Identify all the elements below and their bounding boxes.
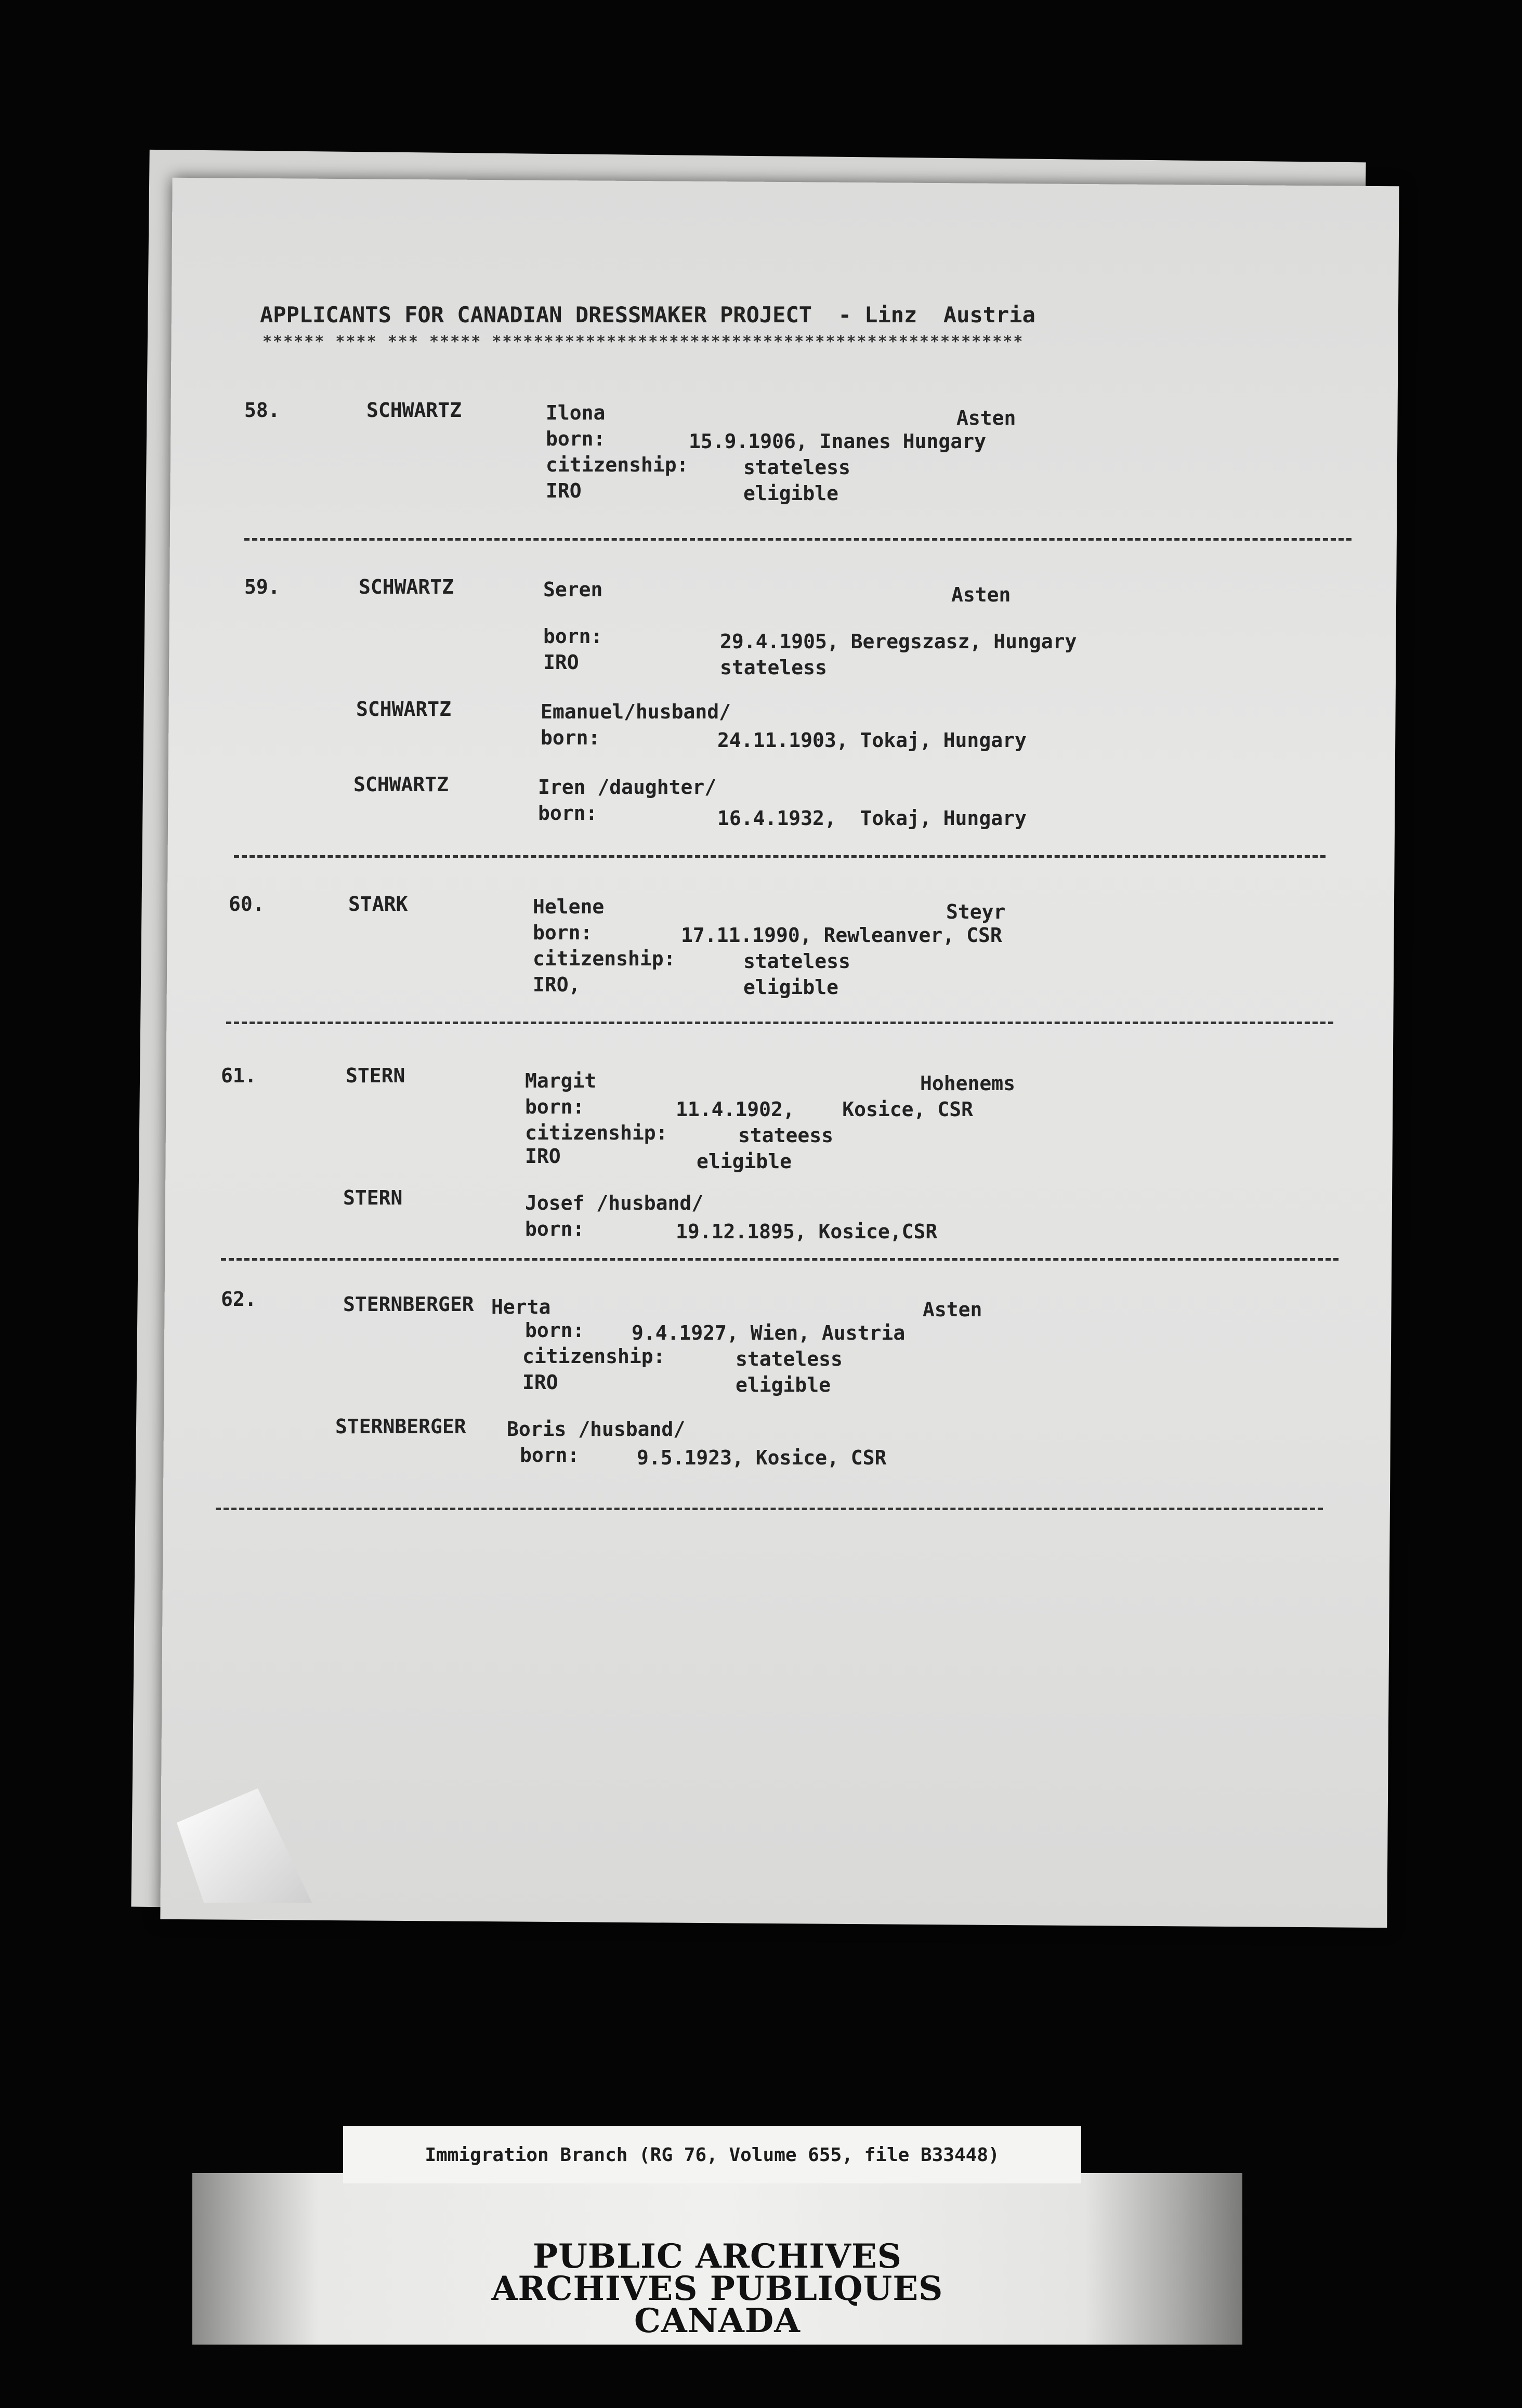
entry-location: Asten	[951, 583, 1011, 606]
entry-given-name: Helene	[533, 895, 605, 918]
entry-number: 61.	[221, 1064, 257, 1087]
entry-surname: SCHWARTZ	[366, 399, 462, 422]
entry-number: 60.	[229, 893, 265, 915]
entry-given-name: Ilona	[546, 401, 606, 424]
iro-label: IRO	[543, 651, 579, 674]
born-value: 17.11.1990, Rewleanver, CSR	[681, 924, 1002, 947]
entry-location: Hohenems	[920, 1072, 1016, 1095]
iro-value: eligible	[743, 976, 839, 999]
entry-surname: SCHWARTZ	[359, 575, 454, 598]
entry-location: Asten	[923, 1298, 982, 1321]
document-header: APPLICANTS FOR CANADIAN DRESSMAKER PROJECT - Linz Austria	[260, 302, 1035, 328]
iro-value: eligible	[697, 1150, 792, 1173]
archive-stamp	[483, 2237, 951, 2340]
iro-value: eligible	[736, 1373, 831, 1396]
entry-number: 62.	[221, 1288, 257, 1311]
relative-surname: STERNBERGER	[335, 1415, 466, 1438]
born-value: 24.11.1903, Tokaj, Hungary	[717, 729, 1027, 752]
relative-name: Josef /husband/	[525, 1192, 704, 1214]
entry-surname: STERN	[346, 1064, 405, 1087]
citizenship-label: citizenship:	[546, 453, 689, 476]
iro-label: IRO,	[533, 973, 581, 996]
iro-label: IRO	[522, 1371, 558, 1394]
stamp-line: ARCHIVES PUBLIQUES	[491, 2269, 943, 2308]
separator-rule	[216, 1508, 1323, 1510]
born-label: born:	[525, 1218, 585, 1240]
citizenship-value: stateless	[736, 1347, 843, 1370]
born-label: born:	[546, 427, 606, 450]
iro-label: IRO	[546, 479, 582, 502]
separator-rule	[234, 855, 1326, 858]
entry-location: Asten	[956, 407, 1016, 429]
citizenship-value: stateless	[743, 950, 850, 973]
separator-rule	[226, 1022, 1333, 1024]
header-underline: ****** **** *** ***** ***************************************************	[263, 333, 1024, 351]
entry-given-name: Herta	[491, 1295, 551, 1318]
iro-label: IRO	[525, 1145, 561, 1168]
relative-surname: SCHWARTZ	[356, 698, 452, 721]
entry-surname: STARK	[348, 893, 408, 915]
born-value: 9.5.1923, Kosice, CSR	[637, 1446, 887, 1469]
citizenship-label: citizenship:	[525, 1121, 668, 1144]
citizenship-value: stateess	[738, 1124, 834, 1147]
relative-name: Boris /husband/	[507, 1418, 686, 1441]
born-value: 11.4.1902, Kosice, CSR	[676, 1098, 973, 1121]
born-label: born:	[533, 921, 593, 944]
iro-value: stateless	[720, 656, 827, 679]
relative-surname: SCHWARTZ	[353, 773, 449, 796]
entry-number: 58.	[244, 399, 280, 422]
stamp-line: PUBLIC ARCHIVES	[532, 2237, 902, 2276]
stamp-line: CANADA	[634, 2301, 801, 2340]
separator-rule	[221, 1258, 1339, 1261]
born-value: 29.4.1905, Beregszasz, Hungary	[720, 630, 1077, 653]
born-label: born:	[520, 1444, 580, 1467]
citizenship-label: citizenship:	[522, 1345, 665, 1368]
born-label: born:	[525, 1319, 585, 1342]
born-label: born:	[538, 802, 598, 825]
born-label: born:	[525, 1095, 585, 1118]
entry-location: Steyr	[946, 900, 1006, 923]
born-value: 19.12.1895, Kosice,CSR	[676, 1220, 938, 1243]
entry-number: 59.	[244, 575, 280, 598]
iro-value: eligible	[743, 482, 839, 505]
archive-citation-label: Immigration Branch (RG 76, Volume 655, file B33448)	[343, 2126, 1081, 2183]
relative-name: Iren /daughter/	[538, 776, 717, 799]
relative-surname: STERN	[343, 1186, 403, 1209]
born-value: 9.4.1927, Wien, Austria	[632, 1321, 906, 1344]
entry-surname: STERNBERGER	[343, 1293, 474, 1316]
born-value: 16.4.1932, Tokaj, Hungary	[717, 807, 1027, 830]
born-value: 15.9.1906, Inanes Hungary	[689, 430, 986, 453]
entry-given-name: Seren	[543, 578, 603, 601]
relative-name: Emanuel/husband/	[541, 700, 731, 723]
entry-given-name: Margit	[525, 1069, 597, 1092]
citizenship-label: citizenship:	[533, 947, 676, 970]
born-label: born:	[543, 625, 603, 648]
separator-rule	[244, 538, 1352, 541]
citizenship-value: stateless	[743, 456, 850, 479]
born-label: born:	[541, 726, 600, 749]
